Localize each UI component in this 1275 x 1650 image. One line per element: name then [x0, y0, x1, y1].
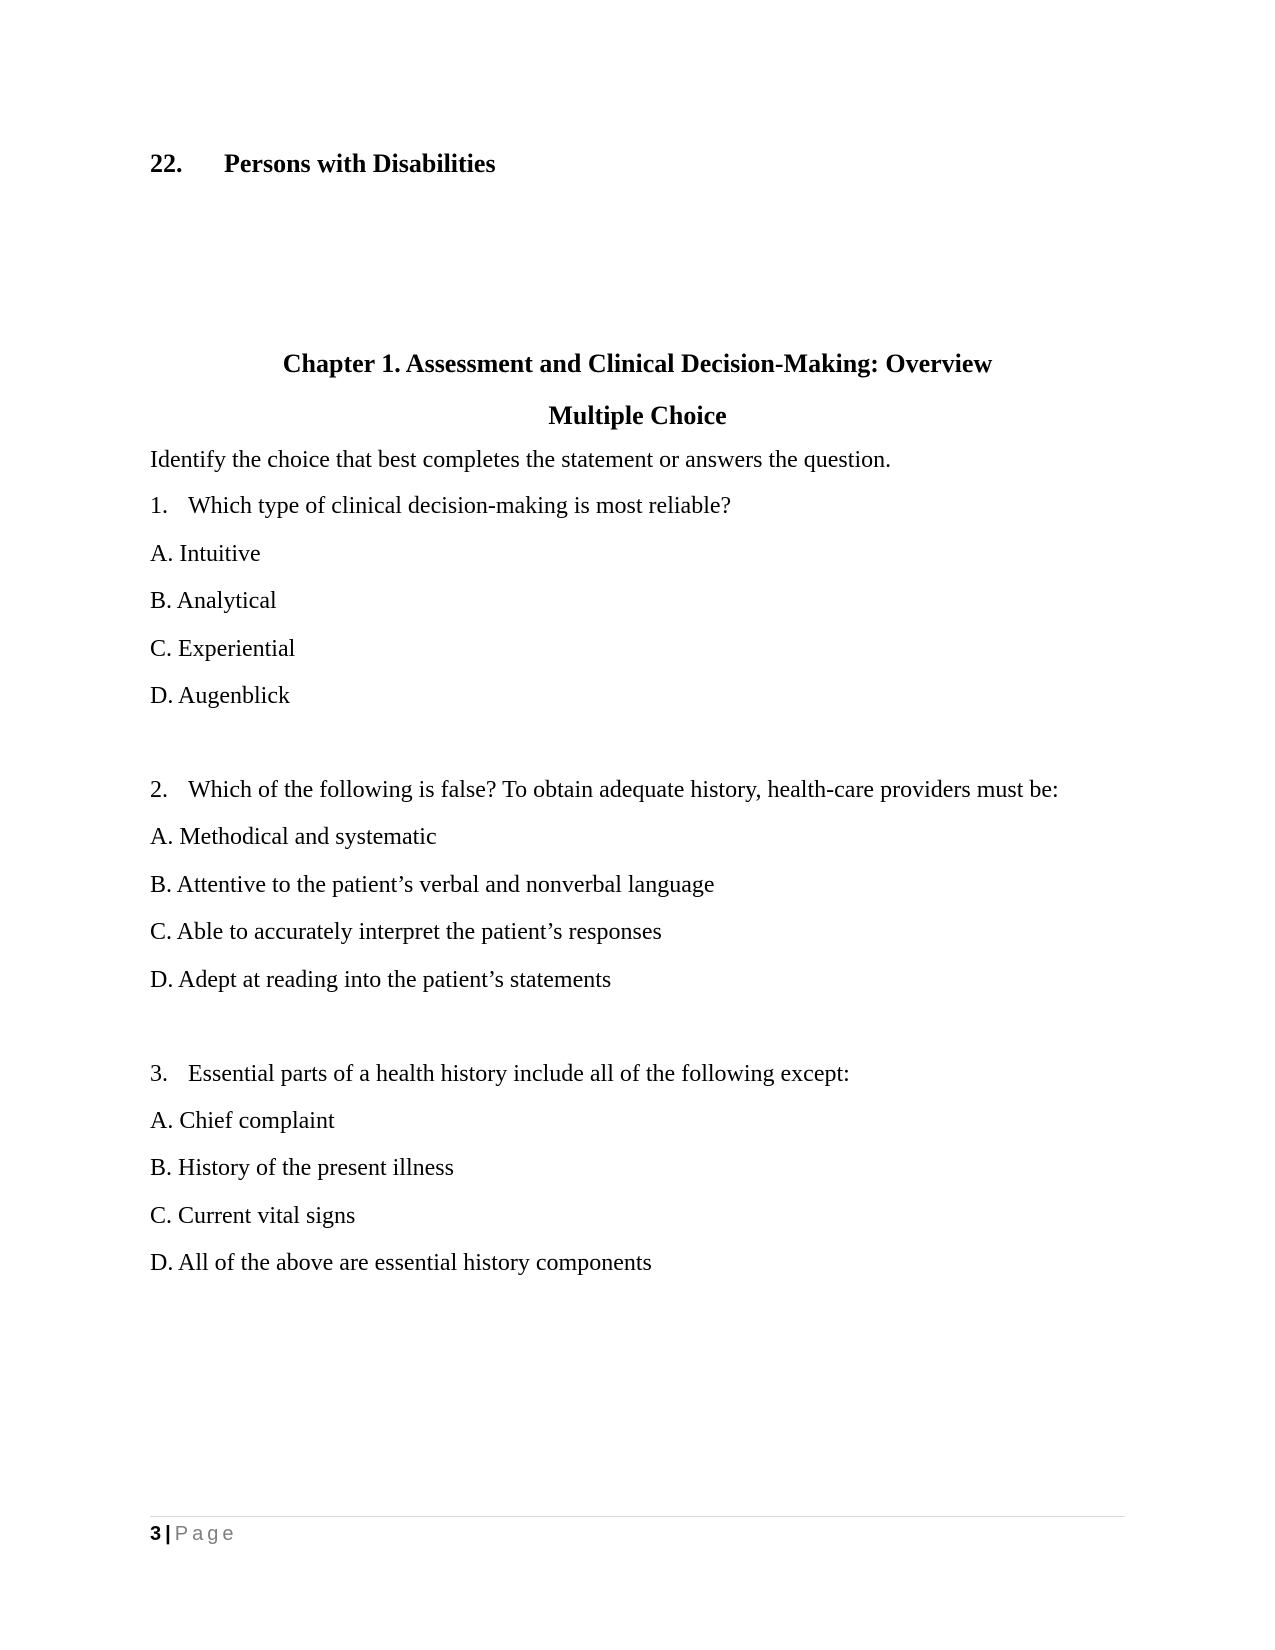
question-text: Which of the following is false? To obtain adequate history, health-care providers must be:: [188, 777, 1059, 803]
question-3-option-b: B. History of the present illness: [150, 1155, 454, 1181]
question-number: 2.: [150, 777, 168, 803]
page-label: Page: [174, 1523, 238, 1545]
question-3-option-a: A. Chief complaint: [150, 1108, 335, 1134]
question-2-option-b: B. Attentive to the patient’s verbal and nonverbal language: [150, 872, 715, 898]
question-3-option-c: C. Current vital signs: [150, 1203, 356, 1229]
question-text: Which type of clinical decision-making is most reliable?: [188, 493, 732, 519]
question-1-option-b: B. Analytical: [150, 588, 277, 614]
question-1-option-d: D. Augenblick: [150, 683, 290, 709]
question-2: [150, 776, 1059, 805]
footer-divider: [150, 1516, 1125, 1517]
chapter-title: Chapter 1. Assessment and Clinical Decision-Making: Overview: [282, 349, 993, 378]
question-text: Essential parts of a health history include all of the following except:: [188, 1061, 850, 1087]
instructions: Identify the choice that best completes the statement or answers the question.: [150, 447, 892, 473]
page-number: 3: [150, 1523, 162, 1545]
question-3: [150, 1060, 850, 1089]
toc-item-title: Persons with Disabilities: [224, 149, 496, 178]
question-2-option-c: C. Able to accurately interpret the patient’s responses: [150, 919, 662, 945]
question-3-option-d: D. All of the above are essential history components: [150, 1250, 652, 1276]
question-1-option-c: C. Experiential: [150, 636, 296, 662]
section-title: Multiple Choice: [548, 401, 727, 430]
toc-item-number: 22.: [150, 149, 183, 178]
question-1: [150, 492, 731, 521]
question-2-option-d: D. Adept at reading into the patient’s statements: [150, 967, 612, 993]
footer-separator: |: [165, 1523, 171, 1545]
toc-item: [150, 148, 496, 179]
question-number: 1.: [150, 493, 168, 519]
question-1-option-a: A. Intuitive: [150, 541, 261, 567]
question-2-option-a: A. Methodical and systematic: [150, 824, 437, 850]
question-number: 3.: [150, 1061, 168, 1087]
page-footer: [150, 1522, 237, 1546]
